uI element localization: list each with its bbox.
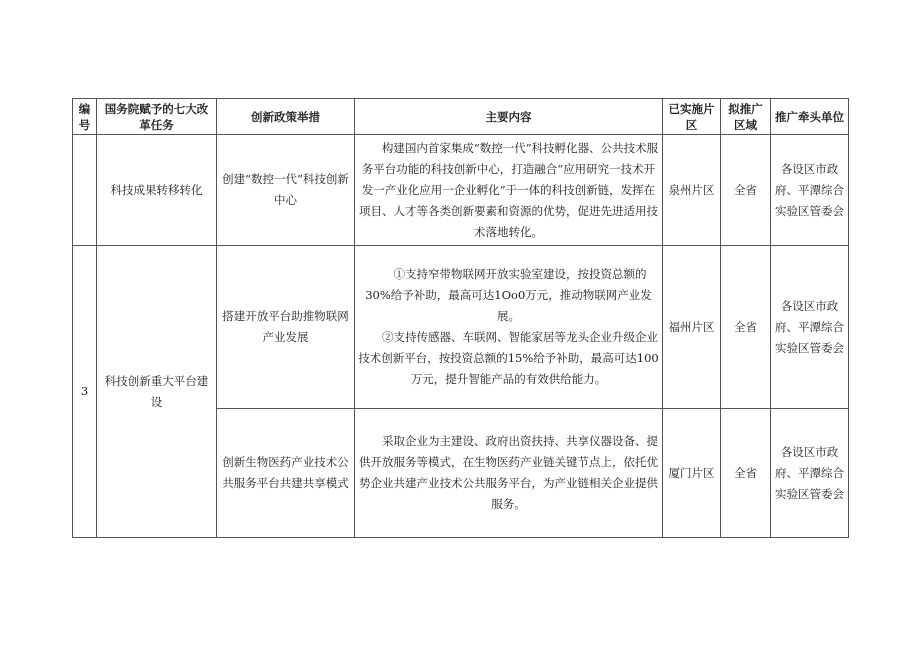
header-task: 国务院赋予的七大改革任务 [97,99,217,135]
header-unit: 推广牵头单位 [771,99,849,135]
row-content: 构建国内首家集成“数控一代”科技孵化器、公共技术服务平台功能的科技创新中心，打造融合“应用研究一技术开发一产业化应用一企业孵化”于一体的科技创新链，发挥在项目、人才等各类创新要素和资源的优势，促进先进适用技术落地转化。 [355,135,663,246]
row-content: 采取企业为主建设、政府出资扶持、共享仪器设备、提供开放服务等模式，在生物医药产业链关键节点上，依托优势企业共建产业技术公共服务平台，为产业链相关企业提供服务。 [355,409,663,538]
row-measure: 创新生物医药产业技术公共服务平台共建共享模式 [217,409,355,538]
row-task: 科技成果转移转化 [97,135,217,246]
row-unit: 各设区市政府、平潭综合实验区管委会 [771,409,849,538]
header-content: 主要内容 [355,99,663,135]
header-scope: 拟推广区域 [721,99,771,135]
row-measure: 创建“数控一代”科技创新中心 [217,135,355,246]
row-content [355,246,663,409]
row-area: 泉州片区 [663,135,721,246]
row-no: 3 [73,246,97,538]
table-header-row [73,99,849,135]
content-paragraph-1: ①支持窄带物联网开放实验室建设，按投资总额的30%给予补助，最高可达1Oo0万元，推动物联网产业发展。 [365,267,652,323]
row-scope: 全省 [721,135,771,246]
row-area: 厦门片区 [663,409,721,538]
row-unit: 各设区市政府、平潭综合实验区管委会 [771,246,849,409]
header-no: 编号 [73,99,97,135]
row-scope: 全省 [721,246,771,409]
content-paragraph-2: ②支持传感器、车联网、智能家居等龙头企业升级企业技术创新平台，按投资总额的15%给予补助，最高可达100万元，提升智能产品的有效供给能力。 [358,330,659,386]
header-area: 已实施片区 [663,99,721,135]
row-unit: 各设区市政府、平潭综合实验区管委会 [771,135,849,246]
row-area: 福州片区 [663,246,721,409]
header-measure: 创新政策举措 [217,99,355,135]
row-measure: 搭建开放平台助推物联网产业发展 [217,246,355,409]
row-task: 科技创新重大平台建设 [97,246,217,538]
table-row [73,135,849,246]
table-row [73,246,849,409]
policy-table [72,98,849,538]
row-scope: 全省 [721,409,771,538]
row-no [73,135,97,246]
